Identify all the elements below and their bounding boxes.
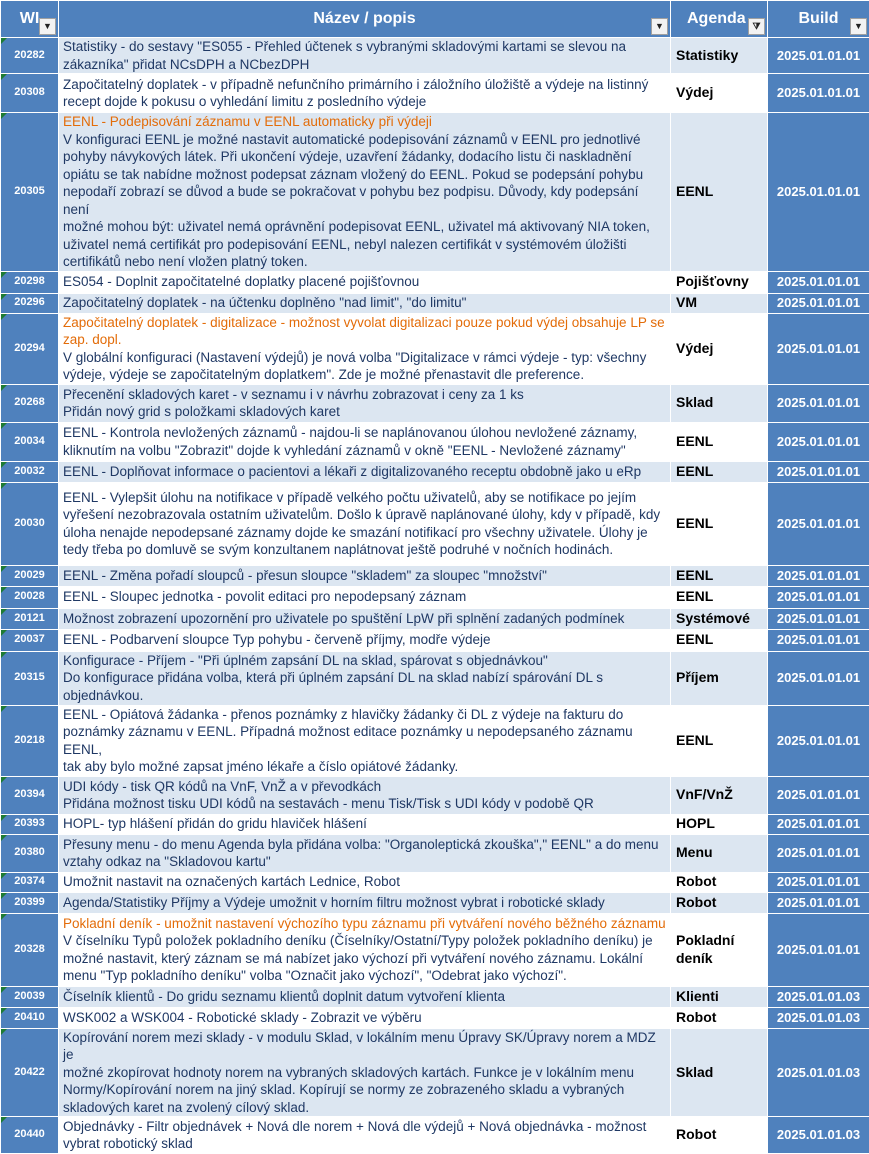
description-line: tak aby bylo možné zapsat jméno lékaře a číslo opiátové žádanky. xyxy=(63,758,666,776)
build-cell[interactable]: 2025.01.01.01 xyxy=(768,834,869,872)
description-cell[interactable] xyxy=(59,422,671,461)
build-cell[interactable]: 2025.01.01.01 xyxy=(768,776,869,814)
wi-cell[interactable]: 20410 xyxy=(1,1007,59,1028)
agenda-cell[interactable]: Sklad xyxy=(671,384,768,422)
agenda-cell[interactable]: Příjem xyxy=(671,651,768,705)
description-line: zákazníka" přidat NCsDPH a NCbezDPH xyxy=(63,56,666,74)
build-cell[interactable]: 2025.01.01.01 xyxy=(768,705,869,776)
header-label-agenda: Agenda xyxy=(671,10,767,28)
wi-cell[interactable]: 20328 xyxy=(1,913,59,986)
wi-cell[interactable]: 20034 xyxy=(1,422,59,461)
description-line: Objednávky - Filtr objednávek + Nová dle norem + Nová dle výdejů + Nová objednávka - možnost xyxy=(63,1118,666,1136)
description-line: možné nastavit, který záznam se má nabízet jako výchozí při vytváření nového záznamu. Lokální xyxy=(63,950,666,968)
table-row[interactable] xyxy=(1,834,869,872)
description-cell[interactable] xyxy=(59,834,671,872)
build-cell[interactable]: 2025.01.01.01 xyxy=(768,113,869,272)
description-line: menu "Typ pokladního deníku" volba "Označit jako výchozí", "Odebrat jako výchozí". xyxy=(63,967,666,985)
agenda-cell[interactable]: Menu xyxy=(671,834,768,872)
table-row[interactable] xyxy=(1,986,869,1007)
description-line: V číselníku Typů položek pokladního deníku (Číselníky/Ostatní/Typy položek pokladního deníku) je xyxy=(63,932,666,950)
description-line: Započitatelný doplatek - na účtenku doplněno "nad limit", "do limitu" xyxy=(63,294,666,312)
agenda-cell[interactable]: EENL xyxy=(671,482,768,565)
description-cell[interactable] xyxy=(59,705,671,776)
description-line: UDI kódy - tisk QR kódů na VnF, VnŽ a v převodkách xyxy=(63,778,666,796)
description-cell[interactable] xyxy=(59,482,671,565)
description-line: skladových karet na zvolený cílový sklad. xyxy=(63,1099,666,1117)
agenda-cell[interactable]: Klienti xyxy=(671,986,768,1007)
description-cell[interactable] xyxy=(59,629,671,651)
filter-dropdown-icon[interactable]: ▼ xyxy=(651,18,668,35)
build-cell[interactable]: 2025.01.01.01 xyxy=(768,629,869,651)
description-line: Přidán nový grid s položkami skladových karet xyxy=(63,403,666,421)
build-cell[interactable]: 2025.01.01.01 xyxy=(768,651,869,705)
description-line: V konfiguraci EENL je možné nastavit automatické podepisování záznamů v EENL pro jednotlivé xyxy=(63,131,666,149)
description-line: vybrat robotický sklad xyxy=(63,1135,666,1153)
build-cell[interactable]: 2025.01.01.01 xyxy=(768,608,869,629)
header-label-build: Build xyxy=(768,10,869,28)
wi-cell[interactable]: 20218 xyxy=(1,705,59,776)
wi-cell[interactable]: 20399 xyxy=(1,892,59,913)
description-cell[interactable] xyxy=(59,461,671,482)
wi-cell[interactable]: 20028 xyxy=(1,586,59,608)
build-cell[interactable]: 2025.01.01.03 xyxy=(768,1007,869,1028)
agenda-cell[interactable]: HOPL xyxy=(671,814,768,834)
table-row[interactable] xyxy=(1,1028,869,1117)
wi-cell[interactable]: 20298 xyxy=(1,271,59,293)
wi-cell[interactable]: 20393 xyxy=(1,814,59,834)
description-line: uživatel nemá certifikát pro podepisování EENL, nebyl nalezen certifikát v systémovém úložišti xyxy=(63,236,666,254)
filter-dropdown-icon[interactable]: ▼ xyxy=(850,18,867,35)
description-line: Konfigurace - Příjem - "Při úplném zapsání DL na sklad, spárovat s objednávkou" xyxy=(63,652,666,670)
agenda-cell[interactable]: Robot xyxy=(671,892,768,913)
agenda-cell[interactable]: EENL xyxy=(671,629,768,651)
table-row[interactable] xyxy=(1,705,869,776)
description-cell[interactable] xyxy=(59,1007,671,1028)
build-cell[interactable]: 2025.01.01.01 xyxy=(768,586,869,608)
description-cell[interactable] xyxy=(59,1117,671,1154)
agenda-cell[interactable]: EENL xyxy=(671,113,768,272)
agenda-cell[interactable]: Pojišťovny xyxy=(671,271,768,293)
description-line: Do konfigurace přidána volba, která při úplném zapsání DL na sklad nabízí spárování DL s xyxy=(63,669,666,687)
description-line: HOPL- typ hlášení přidán do gridu hlaviček hlášení xyxy=(63,815,666,833)
description-line: Statistiky - do sestavy "ES055 - Přehled účtenek s vybranými skladovými kartami se slevou na xyxy=(63,38,666,56)
wi-cell[interactable]: 20296 xyxy=(1,293,59,313)
description-line: objednávkou. xyxy=(63,687,666,705)
header-row xyxy=(1,1,869,38)
highlighted-title: EENL - Podepisování záznamu v EENL automaticky při výdeji xyxy=(63,113,666,131)
description-line: EENL - Podbarvení sloupce Typ pohybu - červeně příjmy, modře výdeje xyxy=(63,631,666,649)
wi-cell[interactable]: 20315 xyxy=(1,651,59,705)
agenda-cell[interactable]: VnF/VnŽ xyxy=(671,776,768,814)
table-row[interactable] xyxy=(1,293,869,313)
table-row[interactable] xyxy=(1,608,869,629)
description-line: EENL - Doplňovat informace o pacientovi a lékaři z digitalizovaného receptu obdobně jako u eRp xyxy=(63,463,666,481)
description-cell[interactable] xyxy=(59,293,671,313)
table-row[interactable] xyxy=(1,384,869,422)
description-line: WSK002 a WSK004 - Robotické sklady - Zobrazit ve výběru xyxy=(63,1009,666,1027)
agenda-cell[interactable]: EENL xyxy=(671,565,768,586)
agenda-cell[interactable]: Systémové xyxy=(671,608,768,629)
agenda-cell[interactable]: EENL xyxy=(671,705,768,776)
description-line: Umožnit nastavit na označených kartách Lednice, Robot xyxy=(63,873,666,891)
table-row[interactable] xyxy=(1,913,869,986)
table-row[interactable] xyxy=(1,565,869,586)
table-row[interactable] xyxy=(1,814,869,834)
description-cell[interactable] xyxy=(59,913,671,986)
wi-cell[interactable]: 20030 xyxy=(1,482,59,565)
column-header-wi[interactable] xyxy=(1,1,59,38)
description-line: EENL - Opiátová žádanka - přenos poznámky z hlavičky žádanky či DL z výdeje na fakturu do xyxy=(63,706,666,724)
build-cell[interactable]: 2025.01.01.03 xyxy=(768,1028,869,1117)
description-line: ES054 - Doplnit započitatelné doplatky placené pojišťovnou xyxy=(63,273,666,291)
agenda-cell[interactable]: Výdej xyxy=(671,313,768,384)
filter-dropdown-icon[interactable]: ▼ xyxy=(39,18,56,35)
description-line: úloha nenajde nepodepsané záznamy dojde ke smazání notifikací pro všechny uživatele. Úlohy je xyxy=(63,524,666,542)
description-line: EENL - Sloupec jednotka - povolit editaci pro nepodepsaný záznam xyxy=(63,588,666,606)
highlighted-title: Započitatelný doplatek - digitalizace - možnost vyvolat digitalizaci pouze pokud výdej obsahuje LP se zap. dopl. xyxy=(63,314,666,349)
description-cell[interactable] xyxy=(59,608,671,629)
wi-cell[interactable]: 20308 xyxy=(1,74,59,113)
wi-cell[interactable]: 20282 xyxy=(1,38,59,74)
description-cell[interactable] xyxy=(59,565,671,586)
description-line: Přecenění skladových karet - v seznamu i v návrhu zobrazovat i ceny za 1 ks xyxy=(63,386,666,404)
description-line: V globální konfiguraci (Nastavení výdejů) je nová volba "Digitalizace v rámci výdeje - typ: všechny xyxy=(63,349,666,367)
wi-cell[interactable]: 20029 xyxy=(1,565,59,586)
description-cell[interactable] xyxy=(59,384,671,422)
column-header-nazev[interactable] xyxy=(59,1,671,38)
wi-cell[interactable]: 20037 xyxy=(1,629,59,651)
description-cell[interactable] xyxy=(59,776,671,814)
table-row[interactable] xyxy=(1,422,869,461)
description-cell[interactable] xyxy=(59,113,671,272)
build-cell[interactable]: 2025.01.01.03 xyxy=(768,986,869,1007)
build-cell[interactable]: 2025.01.01.01 xyxy=(768,422,869,461)
agenda-cell[interactable]: EENL xyxy=(671,586,768,608)
table-row[interactable] xyxy=(1,461,869,482)
description-line: Číselník klientů - Do gridu seznamu klientů doplnit datum vytvoření klienta xyxy=(63,988,666,1006)
table-row[interactable] xyxy=(1,1117,869,1154)
build-cell[interactable]: 2025.01.01.01 xyxy=(768,482,869,565)
description-line: výdeje, výdeje se započitatelným doplatkem". Zde je možné přenastavit dle preference. xyxy=(63,366,666,384)
description-line: kliknutím na volbu "Zobrazit" dojde k vyhledání záznamů v okně "EENL - Nevložené záznamy" xyxy=(63,442,666,460)
build-cell[interactable]: 2025.01.01.01 xyxy=(768,461,869,482)
header-label-nazev: Název / popis xyxy=(59,10,670,28)
header-label-wi: WI xyxy=(1,10,58,28)
column-header-build[interactable] xyxy=(768,1,869,38)
highlighted-title: Pokladní deník - umožnit nastavení výchozího typu záznamu při vytváření nového běžného záznamu xyxy=(63,915,666,933)
agenda-cell[interactable]: Statistiky xyxy=(671,38,768,74)
description-line: EENL - Změna pořadí sloupců - přesun sloupce "skladem" za sloupec "množství" xyxy=(63,567,666,585)
wi-cell[interactable]: 20268 xyxy=(1,384,59,422)
build-cell[interactable]: 2025.01.01.01 xyxy=(768,38,869,74)
description-cell[interactable] xyxy=(59,872,671,892)
description-line: opiátu se tak nabídne možnost podepsat záznam vložený do EENL. Pokud se podepsání pohybu xyxy=(63,166,666,184)
agenda-cell[interactable]: Pokladní deník xyxy=(671,913,768,986)
description-cell[interactable] xyxy=(59,1028,671,1117)
description-line: Přidána možnost tisku UDI kódů na sestavách - menu Tisk/Tisk s UDI kódy v podobě QR xyxy=(63,795,666,813)
description-cell[interactable] xyxy=(59,271,671,293)
description-line: Kopírování norem mezi sklady - v modulu Sklad, v lokálním menu Úpravy SK/Úpravy norem a MDZ je xyxy=(63,1029,666,1064)
description-line: tedy třeba po domluvě se svým konzultanem naplátnovat ještě podruhé v nočních hodinách. xyxy=(63,541,666,559)
description-cell[interactable] xyxy=(59,74,671,113)
build-cell[interactable]: 2025.01.01.01 xyxy=(768,814,869,834)
table-row[interactable] xyxy=(1,271,869,293)
wi-cell[interactable]: 20121 xyxy=(1,608,59,629)
build-cell[interactable]: 2025.01.01.03 xyxy=(768,1117,869,1154)
description-line: Možnost zobrazení upozornění pro uživatele po spuštění LpW při splnění zadaných podmínek xyxy=(63,610,666,628)
table-row[interactable] xyxy=(1,892,869,913)
description-line: pohyby návykových látek. Při ukončení výdeje, uzavření žádanky, dodacího listu či naskladnění xyxy=(63,148,666,166)
description-line: Agenda/Statistiky Příjmy a Výdeje umožnit v horním filtru možnost vybrat i robotické sklady xyxy=(63,894,666,912)
table-row[interactable] xyxy=(1,586,869,608)
description-line: certifikátů nebo není vložen platný token. xyxy=(63,253,666,271)
table-row[interactable] xyxy=(1,629,869,651)
table-row[interactable] xyxy=(1,872,869,892)
agenda-cell[interactable]: EENL xyxy=(671,422,768,461)
agenda-cell[interactable]: Výdej xyxy=(671,74,768,113)
wi-cell[interactable]: 20032 xyxy=(1,461,59,482)
wi-cell[interactable]: 20305 xyxy=(1,113,59,272)
build-cell[interactable]: 2025.01.01.01 xyxy=(768,384,869,422)
wi-cell[interactable]: 20422 xyxy=(1,1028,59,1117)
description-cell[interactable] xyxy=(59,651,671,705)
build-cell[interactable]: 2025.01.01.01 xyxy=(768,271,869,293)
table-row[interactable] xyxy=(1,74,869,113)
build-cell[interactable]: 2025.01.01.01 xyxy=(768,293,869,313)
description-line: Započitatelný doplatek - v případně nefunčního primárního i záložního úložiště a výdeje na listinný xyxy=(63,76,666,94)
description-cell[interactable] xyxy=(59,38,671,74)
table-row[interactable] xyxy=(1,482,869,565)
description-cell[interactable] xyxy=(59,986,671,1007)
build-cell[interactable]: 2025.01.01.01 xyxy=(768,892,869,913)
agenda-cell[interactable]: Robot xyxy=(671,1007,768,1028)
table-row[interactable] xyxy=(1,776,869,814)
wi-cell[interactable]: 20440 xyxy=(1,1117,59,1154)
agenda-cell[interactable]: VM xyxy=(671,293,768,313)
agenda-cell[interactable]: Robot xyxy=(671,872,768,892)
description-line: vztahy odkaz na "Skladovou kartu" xyxy=(63,853,666,871)
description-line: vyřešení nezobrazovala ostatním uživatelům. Došlo k úpravě naplánované úlohy, kdy v případě, kdy xyxy=(63,506,666,524)
wi-cell[interactable]: 20394 xyxy=(1,776,59,814)
filter-active-icon[interactable]: ⧩ xyxy=(748,18,765,35)
build-cell[interactable]: 2025.01.01.01 xyxy=(768,74,869,113)
description-line: možné mohou být: uživatel nemá oprávnění podepisovat EENL, uživatel má aktivovaný NIA token, xyxy=(63,218,666,236)
description-line: Normy/Kopírování norem na jiný sklad. Kopírují se normy ze zobrazeného skladu a vybraných xyxy=(63,1081,666,1099)
description-cell[interactable] xyxy=(59,313,671,384)
description-cell[interactable] xyxy=(59,892,671,913)
wi-cell[interactable]: 20374 xyxy=(1,872,59,892)
table-row[interactable] xyxy=(1,1007,869,1028)
description-line: možné zkopírovat hodnoty norem na vybraných skladových kartách. Funkce je v lokálním menu xyxy=(63,1064,666,1082)
description-cell[interactable] xyxy=(59,586,671,608)
agenda-cell[interactable]: Robot xyxy=(671,1117,768,1154)
description-cell[interactable] xyxy=(59,814,671,834)
wi-cell[interactable]: 20039 xyxy=(1,986,59,1007)
table-row[interactable] xyxy=(1,113,869,272)
build-cell[interactable]: 2025.01.01.01 xyxy=(768,913,869,986)
build-cell[interactable]: 2025.01.01.01 xyxy=(768,565,869,586)
description-line: nepodaří zobrazí se důvod a bude se pokračovat v pohybu bez podpisu. Důvody, kdy podepsání není xyxy=(63,183,666,218)
build-cell[interactable]: 2025.01.01.01 xyxy=(768,872,869,892)
description-line: EENL - Vylepšit úlohu na notifikace v případě velkého počtu uživatelů, aby se notifikace po jejím xyxy=(63,489,666,507)
table-row[interactable] xyxy=(1,38,869,74)
wi-cell[interactable]: 20294 xyxy=(1,313,59,384)
build-cell[interactable]: 2025.01.01.01 xyxy=(768,313,869,384)
table-row[interactable] xyxy=(1,313,869,384)
description-line: EENL - Kontrola nevložených záznamů - najdou-li se naplánovanou úlohou nevložené záznamy, xyxy=(63,424,666,442)
table-row[interactable] xyxy=(1,651,869,705)
wi-cell[interactable]: 20380 xyxy=(1,834,59,872)
column-header-agenda[interactable] xyxy=(671,1,768,38)
description-line: Přesuny menu - do menu Agenda byla přidána volba: "Organoleptická zkouška"," EENL" a do menu xyxy=(63,836,666,854)
agenda-cell[interactable]: EENL xyxy=(671,461,768,482)
agenda-cell[interactable]: Sklad xyxy=(671,1028,768,1117)
description-line: poznámky záznamu v EENL. Případná možnost editace poznámky u nepodepsaného záznamu EENL, xyxy=(63,723,666,758)
description-line: recept dojde k pokusu o vyhledání limitu z posledního výdeje xyxy=(63,93,666,111)
